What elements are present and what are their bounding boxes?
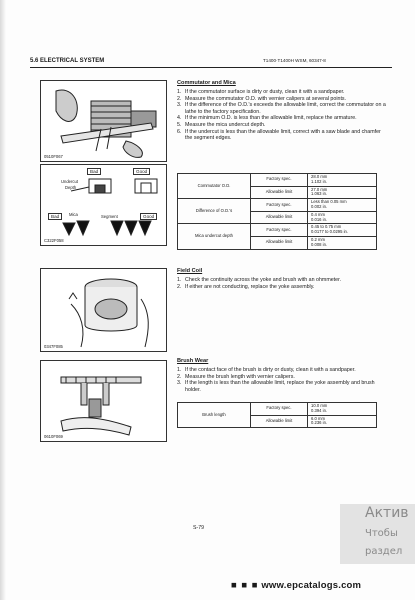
table-cell: 28.0 mm 1.102 in.	[308, 174, 377, 187]
table-cell: Less than 0.05 mm 0.002 in.	[308, 199, 377, 212]
table-cell: Factory spec.	[251, 174, 308, 187]
table-row	[178, 174, 377, 187]
commutator-spec-table	[177, 173, 377, 250]
table-row	[178, 403, 377, 416]
header-rule	[30, 67, 392, 68]
table-cell: Allowable limit	[251, 236, 308, 249]
section-header: 5.6 ELECTRICAL SYSTEM	[30, 58, 105, 64]
label-good-2: Good	[140, 213, 157, 220]
list-item: 2. Measure the brush length with vernier calipers.	[177, 373, 295, 380]
table-cell: Commutator O.D.	[178, 174, 251, 199]
figure-code: 0610F069	[44, 434, 63, 439]
table-cell: Allowable limit	[251, 415, 308, 428]
figure-commutator-measure	[40, 80, 167, 162]
table-cell: Factory spec.	[251, 224, 308, 237]
field-coil-title: Field Coil	[177, 268, 203, 274]
undercut-illustration	[41, 165, 166, 245]
page-number: S-79	[193, 525, 204, 531]
site-watermark	[231, 580, 361, 591]
watermark-line-2: Чтобы	[365, 528, 398, 539]
table-cell: 6.0 mm 0.236 in.	[308, 415, 377, 428]
table-cell: 0.2 mm 0.008 in.	[308, 236, 377, 249]
list-item: 1. If the commutator surface is dirty or dusty, clean it with a sandpaper.	[177, 89, 345, 95]
list-item: 1. If the contact face of the brush is dirty or dusty, clean it with a sandpaper.	[177, 367, 356, 373]
label-bad-1: Bad	[87, 168, 101, 175]
table-cell: 10.0 mm 0.394 in.	[308, 403, 377, 416]
figure-brush-length	[40, 360, 167, 442]
list-item: 5. Measure the mica undercut depth.	[177, 121, 266, 128]
figure-code: C322F058	[44, 238, 64, 243]
model-header: T1400·T1400H WSM, 60347-8	[263, 58, 326, 63]
brush-spec-table	[177, 402, 377, 428]
label-good-1: Good	[133, 168, 150, 175]
binding-edge	[0, 0, 6, 600]
table-cell: Factory spec.	[251, 199, 308, 212]
commutator-steps	[177, 89, 389, 142]
brush-calipers-illustration	[41, 361, 166, 441]
list-item: 3. If the length is less than the allowable limit, replace the yoke assembly and brush holder.	[177, 380, 375, 393]
table-row	[178, 199, 377, 212]
table-row	[178, 224, 377, 237]
list-item: 2. If either are not conducting, replace the yoke assembly.	[177, 283, 315, 290]
label-undercut: Undercut	[61, 179, 78, 184]
watermark-line-1: Актив	[365, 505, 409, 521]
table-cell: Allowable limit	[251, 211, 308, 224]
label-segment: Segment	[101, 214, 118, 219]
brush-wear-title: Brush Wear	[177, 358, 209, 364]
table-cell: Factory spec.	[251, 403, 308, 416]
list-item: 6. If the undercut is less than the allowable limit, correct with a saw blade and chamfer the segment edges.	[177, 128, 381, 142]
table-cell: 27.0 mm 1.063 in.	[308, 186, 377, 199]
label-depth: Depth	[65, 185, 77, 190]
watermark-line-3: раздел	[365, 546, 403, 557]
table-cell: 0.4 mm 0.016 in.	[308, 211, 377, 224]
brush-wear-steps	[177, 367, 389, 393]
list-item: 1. Check the continuity across the yoke and brush with an ohmmeter.	[177, 277, 342, 283]
label-bad-2: Bad	[48, 213, 62, 220]
list-item: 2. Measure the commutator O.D. with vernier calipers at several points.	[177, 95, 347, 102]
figure-code: 0510F067	[44, 154, 63, 159]
table-cell: Difference of O.D.'s	[178, 199, 251, 224]
figure-field-coil	[40, 268, 167, 352]
site-dots: ■ ■ ■	[231, 580, 259, 591]
site-url: www.epcatalogs.com	[261, 580, 362, 591]
table-cell: Mica undercut depth	[178, 224, 251, 249]
table-cell: Brush length	[178, 403, 251, 428]
figure-undercut-diagram	[40, 164, 167, 246]
table-cell: 0.45 to 0.75 mm 0.0177 to 0.0295 in.	[308, 224, 377, 237]
list-item: 4. If the minimum O.D. is less than the allowable limit, replace the armature.	[177, 115, 357, 122]
list-item: 3. If the difference of the O.D.'s exceeds the allowable limit, correct the commutator on a lathe to the factory specification.	[177, 102, 386, 115]
commutator-title: Commutator and Mica	[177, 80, 236, 86]
calipers-illustration	[41, 81, 166, 161]
ohmmeter-illustration	[41, 269, 166, 351]
table-cell: Allowable limit	[251, 186, 308, 199]
label-mica: Mica	[69, 212, 78, 217]
figure-code: 0347F085	[44, 344, 63, 349]
field-coil-steps	[177, 277, 389, 290]
